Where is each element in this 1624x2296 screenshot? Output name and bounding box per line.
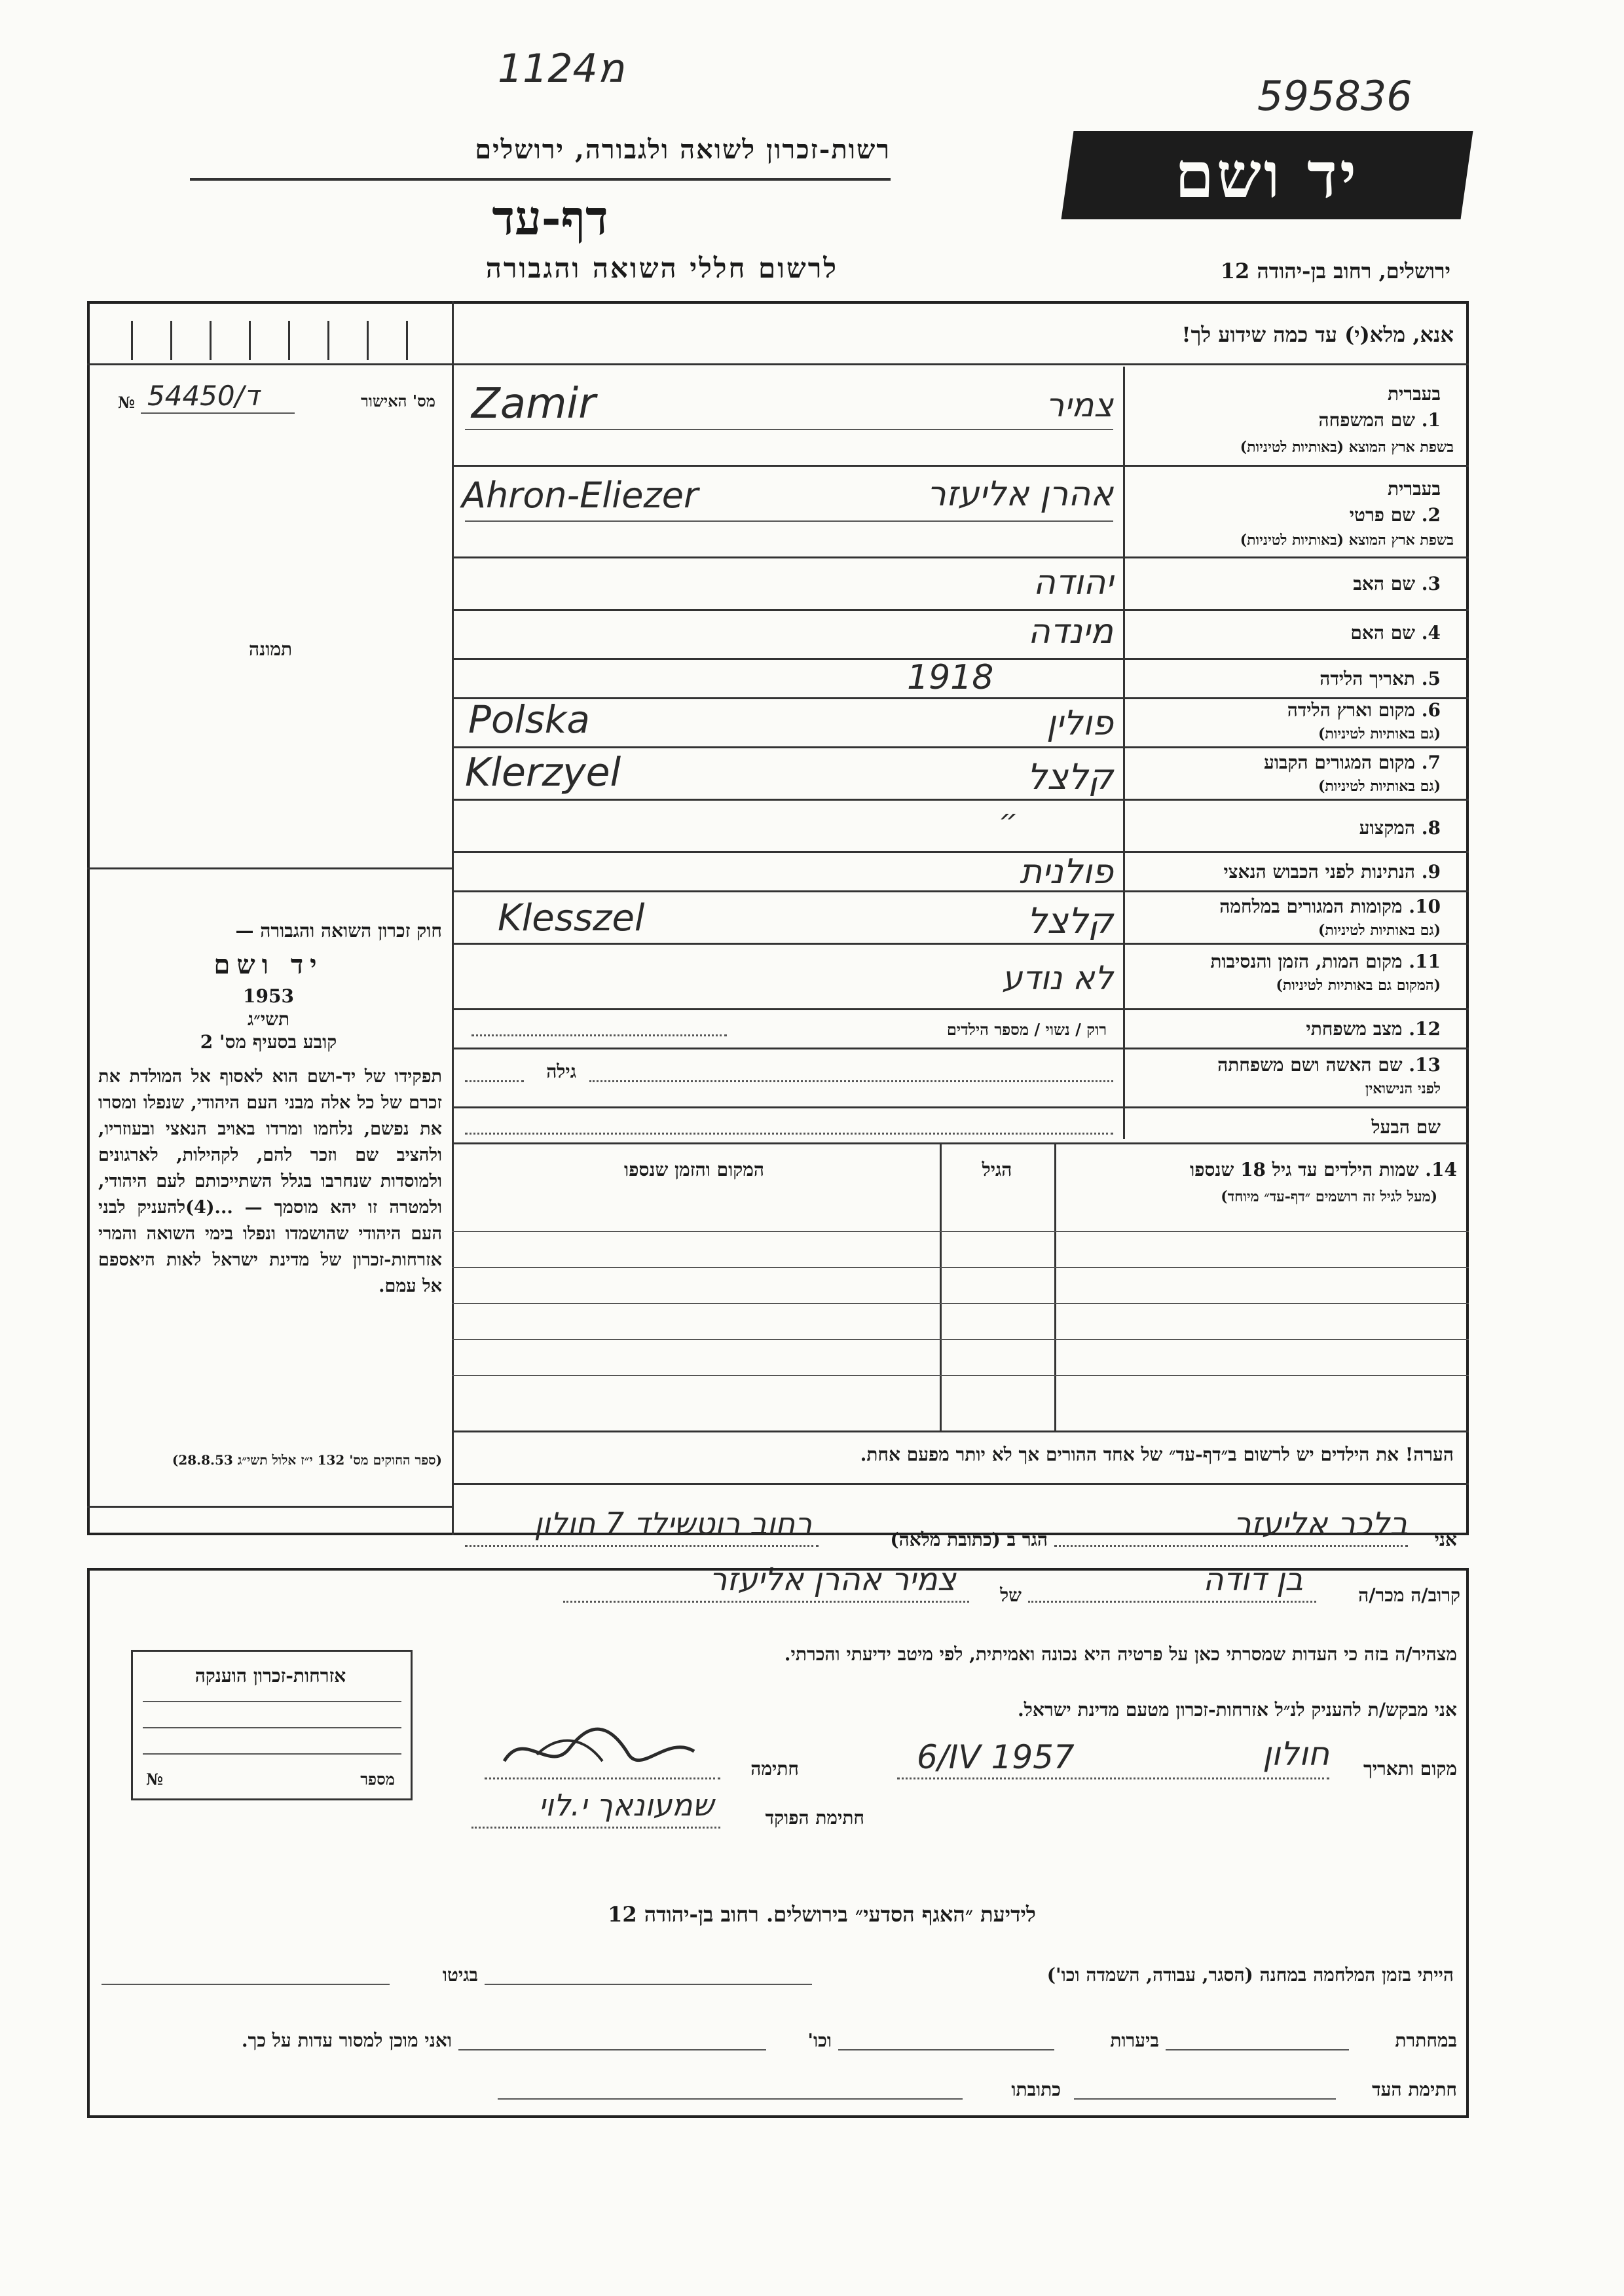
children-col-divider-2 <box>1054 1142 1056 1430</box>
field-7-value-hebrew: קלצל <box>1027 756 1113 797</box>
field-2-number: 2. <box>1421 504 1441 526</box>
field-10-sublabel: (גם באותיות לטיניות) <box>1318 922 1441 939</box>
children-label <box>1064 1159 1457 1181</box>
citizenship-box-number-label: מספר <box>360 1770 395 1789</box>
field-4-label-text: שם האם <box>1350 622 1416 644</box>
children-col-age: הגיל <box>982 1159 1012 1180</box>
children-table-bottom <box>452 1430 1469 1432</box>
husband-line <box>465 1133 1113 1135</box>
row-6-divider <box>452 746 1469 748</box>
citizenship-box-no-label: № <box>146 1770 164 1789</box>
lower-forests-label: ביערות <box>1110 2030 1159 2051</box>
field-7-label <box>1133 752 1441 774</box>
left-column-divider <box>452 301 454 1535</box>
field-2-sublabel: בשפת ארץ המוצא (באותיות לטיניות) <box>1240 532 1454 549</box>
declaration-of-label: של <box>1000 1584 1022 1606</box>
law-year: 1953 <box>243 985 294 1007</box>
label-column-divider <box>1123 367 1125 1139</box>
officer-signature-label: חתימת הפוקד <box>765 1807 864 1829</box>
field-9-number: 9. <box>1421 861 1441 883</box>
date-value: 6/IV 1957 <box>917 1738 1075 1776</box>
field-9-label-text: הנתינות לפני הכבוש הנאצי <box>1223 861 1416 883</box>
field-4-label <box>1133 622 1441 644</box>
children-row-3 <box>452 1303 1469 1304</box>
field-13-name-line <box>589 1080 1113 1082</box>
law-source: (ספר החוקים מס' 132 י״ז אלול תשי״ג 28.8.53) <box>172 1452 442 1468</box>
field-7-number: 7. <box>1421 752 1441 773</box>
field-1-number: 1. <box>1421 409 1441 431</box>
place-date-label: מקום ותאריך <box>1363 1758 1457 1779</box>
row-1-divider <box>452 465 1469 467</box>
children-row-1 <box>452 1231 1469 1232</box>
intro-divider <box>452 363 1469 365</box>
row-10-divider <box>452 943 1469 945</box>
children-row-2 <box>452 1267 1469 1268</box>
field-2-value-hebrew: אהרן אליעזר <box>927 475 1113 514</box>
row-11-divider <box>452 1008 1469 1010</box>
field-6-label-text: מקום וארץ הלידה <box>1287 699 1416 721</box>
declaration-request: אני מבקש/ת להעניק לנ״ל אזרחות-זכרון מטעם מדינת ישראל. <box>1018 1699 1457 1721</box>
field-13-age-label: גילה <box>546 1061 576 1082</box>
law-bottom-divider <box>87 1506 452 1508</box>
field-12-options: רוק / נשוי / מספר הילדים <box>946 1020 1107 1039</box>
field-6-sublabel: (גם באותיות לטיניות) <box>1318 725 1441 742</box>
photo-area-bottom <box>87 867 452 869</box>
field-11-value: לא נודע <box>1002 959 1113 997</box>
registration-tick-boxes <box>105 321 439 360</box>
logo-text: יד ושם <box>1175 138 1359 212</box>
field-6-number: 6. <box>1421 699 1441 721</box>
lower-witness-sig-line <box>1074 2098 1336 2100</box>
field-8-number: 8. <box>1421 817 1441 839</box>
field-1-hebrew-tag: בעברית <box>1387 383 1441 405</box>
registration-number-value: 54450/ד <box>147 380 259 412</box>
field-1-label <box>1133 409 1441 431</box>
field-10-value-hebrew: קלצל <box>1027 900 1113 941</box>
lower-camp-text: הייתי בזמן המלחמה במחנה (הסגר, עבודה, השמדה וכו') <box>1046 1964 1454 1986</box>
field-13-sublabel: לפני הנישואין <box>1365 1080 1441 1097</box>
field-13-label-text: שם האשה ושם משפחתה <box>1217 1054 1403 1076</box>
lower-testimony-text: ואני מוכן למסור עדות על כך. <box>241 2030 452 2051</box>
lower-address-label: כתובתו <box>1011 2079 1061 2100</box>
field-9-value: פולנית <box>1020 852 1113 892</box>
field-4-number: 4. <box>1421 622 1441 644</box>
note-bottom-divider <box>452 1483 1469 1485</box>
archive-number-handwritten: 1124מ <box>498 46 625 92</box>
field-6-value-hebrew: פולין <box>1046 704 1113 743</box>
field-3-label <box>1133 573 1441 595</box>
field-3-value: יהודה <box>1033 563 1113 602</box>
law-clause: קובע בסעיף מס' 2 <box>200 1031 337 1053</box>
children-sublabel: (מעל לגיל זה רושמים ״דף-עד״ מיוחד) <box>1221 1188 1437 1205</box>
children-row-4 <box>452 1339 1469 1340</box>
field-11-sublabel: (המקום גם באותיות לטיניות) <box>1276 977 1441 994</box>
lower-underground-line <box>1166 2049 1349 2050</box>
declaration-resides-value: רחוב רוטשילד 7 חולון <box>534 1506 812 1541</box>
field-11-label-text: מקום המות, הזמן והנסיבות <box>1210 951 1403 972</box>
declaration-ani-label: אני <box>1434 1529 1457 1550</box>
row-7-divider <box>452 799 1469 801</box>
registration-number-line <box>141 412 295 414</box>
field-7-value-latin: Klerzyel <box>465 750 621 795</box>
children-label-text: שמות הילדים עד גיל 18 שנספו <box>1190 1159 1419 1180</box>
form-title: דף-עד <box>492 190 608 246</box>
field-7-label-text: מקום המגורים הקבוע <box>1264 752 1416 773</box>
lower-title: לידיעת ״האגף הסדעי״ בירושלים. רחוב בן-יהודה 12 <box>608 1902 1036 1927</box>
row-husband-divider <box>452 1142 1469 1144</box>
lower-forests-line <box>838 2049 1054 2050</box>
signature-label: חתימה <box>750 1758 799 1779</box>
lower-etc-label: וכו' <box>807 2030 832 2051</box>
field-10-value-latin: Klesszel <box>498 897 645 939</box>
declaration-resides-line <box>465 1545 819 1547</box>
declaration-statement: מצהיר/ה בזה כי העדות שמסרתי כאן על פרטיה היא נכונה ואמיתית, לפי מיטב ידיעתי והכרתי. <box>784 1643 1457 1665</box>
field-2-label-text: שם פרטי <box>1349 504 1416 526</box>
field-9-label <box>1133 861 1441 883</box>
authority-name: רשות-זכרון לשואה ולגבורה, ירושלים <box>475 134 891 165</box>
law-name: יד ושם <box>213 949 323 980</box>
field-5-value: 1918 <box>907 658 994 697</box>
lower-address-line <box>498 2098 963 2100</box>
lower-witness-sig-label: חתימת העד <box>1372 2079 1457 2100</box>
field-3-label-text: שם האב <box>1353 573 1416 594</box>
field-13-label <box>1133 1054 1441 1076</box>
field-1-sublabel: בשפת ארץ המוצא (באותיות לטיניות) <box>1240 439 1454 456</box>
officer-signature-value: שמעונאך י.לוי <box>538 1787 714 1823</box>
registration-no-label: № <box>118 393 136 412</box>
children-number: 14. <box>1425 1159 1457 1180</box>
yad-vashem-logo <box>1061 131 1473 219</box>
field-3-number: 3. <box>1421 573 1441 594</box>
field-8-value: ״ <box>999 802 1018 837</box>
children-col-place: המקום והזמן שנספו <box>624 1159 764 1180</box>
row-2-divider <box>452 556 1469 558</box>
field-2-value-latin: Ahron-Eliezer <box>462 475 699 516</box>
registration-label: מס' האישור <box>360 392 435 410</box>
husband-label: שם הבעל <box>1371 1116 1441 1138</box>
field-2-line <box>465 520 1113 522</box>
lower-ghetto-line <box>101 1984 390 1985</box>
field-1-value-hebrew: צמיר <box>1045 386 1113 424</box>
place-value: חולון <box>1263 1735 1329 1773</box>
declaration-relative-label: קרוב/ה מכר/ה <box>1358 1584 1460 1606</box>
intro-instruction: אנא, מלא(י) עד כמה שידוע לך! <box>1181 322 1454 347</box>
photo-label: תמונה <box>249 638 293 660</box>
file-number-handwritten: 595836 <box>1257 72 1412 120</box>
lower-ghetto-label: בגיטו <box>442 1964 478 1986</box>
field-12-number: 12. <box>1409 1018 1441 1040</box>
yad-vashem-address: ירושלים, רחוב בן-יהודה 12 <box>1220 259 1450 283</box>
row-13-divider <box>452 1106 1469 1108</box>
field-13-number: 13. <box>1409 1054 1441 1076</box>
row-12-divider <box>452 1048 1469 1049</box>
law-body: תפקידו של יד-ושם הוא לאסוף אל המולדת את זכרם של כל אלה מבני העם היהודי, שנפלו ומסרו את נפשם, נלחמו ומרדו באויב הנאצי ובעוזריו, ולהציב שם וזכר להם, לקהילות, לארגונים ולמוסדות שנחרבו בגלל השתייכותם לעם היהודי, ולמטרה זו יהא מוסמך — ...(4)להעניק לבני העם היהודי שהושמדו ונפלו בימי השואה והמרי אזרחות-זכרון של מדינת ישראל לאות היאספם אל עמם. <box>98 1066 442 1296</box>
citizenship-box-title: אזרחות-זכרון הוענקה <box>194 1665 346 1686</box>
field-8-label <box>1133 817 1441 839</box>
field-1-line <box>465 429 1113 430</box>
field-8-label-text: המקצוע <box>1359 817 1416 839</box>
children-note: הערה! את הילדים יש לרשום ב״דף-עד״ של אחד ההורים אך לא יותר מפעם אחת. <box>860 1444 1454 1465</box>
declaration-ani-line <box>1054 1545 1408 1547</box>
field-5-number: 5. <box>1421 668 1441 689</box>
field-5-label-text: תאריך הלידה <box>1320 668 1416 689</box>
declaration-of-value: צמיר אהרן אליעזר <box>709 1561 956 1598</box>
field-6-label <box>1133 699 1441 721</box>
field-2-hebrew-tag: בעברית <box>1387 478 1441 500</box>
form-subtitle: לרשום חללי השואה והגבורה <box>485 252 838 284</box>
field-11-number: 11. <box>1409 951 1441 972</box>
declaration-resides-label: הגר ב (כתובת מלאה) <box>890 1529 1048 1550</box>
row-3-divider <box>452 609 1469 611</box>
children-row-5 <box>452 1375 1469 1376</box>
declaration-relative-value: בן דודה <box>1203 1561 1303 1598</box>
field-5-label <box>1133 668 1441 690</box>
field-10-label <box>1133 896 1441 918</box>
lower-underground-label: במחתרת <box>1395 2030 1457 2051</box>
field-6-value-latin: Polska <box>468 697 590 742</box>
field-10-number: 10. <box>1409 896 1441 917</box>
field-12-label-text: מצב משפחתי <box>1306 1018 1403 1040</box>
field-12-label <box>1133 1018 1441 1040</box>
declaration-ani-value: בלכר אליעזר <box>1233 1506 1408 1542</box>
field-2-label <box>1133 504 1441 526</box>
lower-camp-line <box>485 1984 812 1985</box>
children-col-divider-1 <box>940 1142 942 1430</box>
field-12-children-dots <box>471 1034 727 1036</box>
field-1-label-text: שם המשפחה <box>1318 409 1416 431</box>
authority-underline <box>190 178 891 181</box>
field-1-value-latin: Zamir <box>471 380 596 428</box>
law-title: חוק זכרון השואה והגבורה — <box>235 920 442 941</box>
lower-etc-line <box>458 2049 766 2050</box>
field-11-label <box>1133 951 1441 973</box>
law-year-hebrew: תשי״ג <box>247 1008 290 1030</box>
field-10-label-text: מקומות המגורים במלחמה <box>1219 896 1403 917</box>
field-7-sublabel: (גם באותיות לטיניות) <box>1318 778 1441 795</box>
registration-top-divider <box>87 363 452 365</box>
field-13-age-line <box>465 1080 524 1082</box>
field-4-value: מינדה <box>1027 612 1113 651</box>
